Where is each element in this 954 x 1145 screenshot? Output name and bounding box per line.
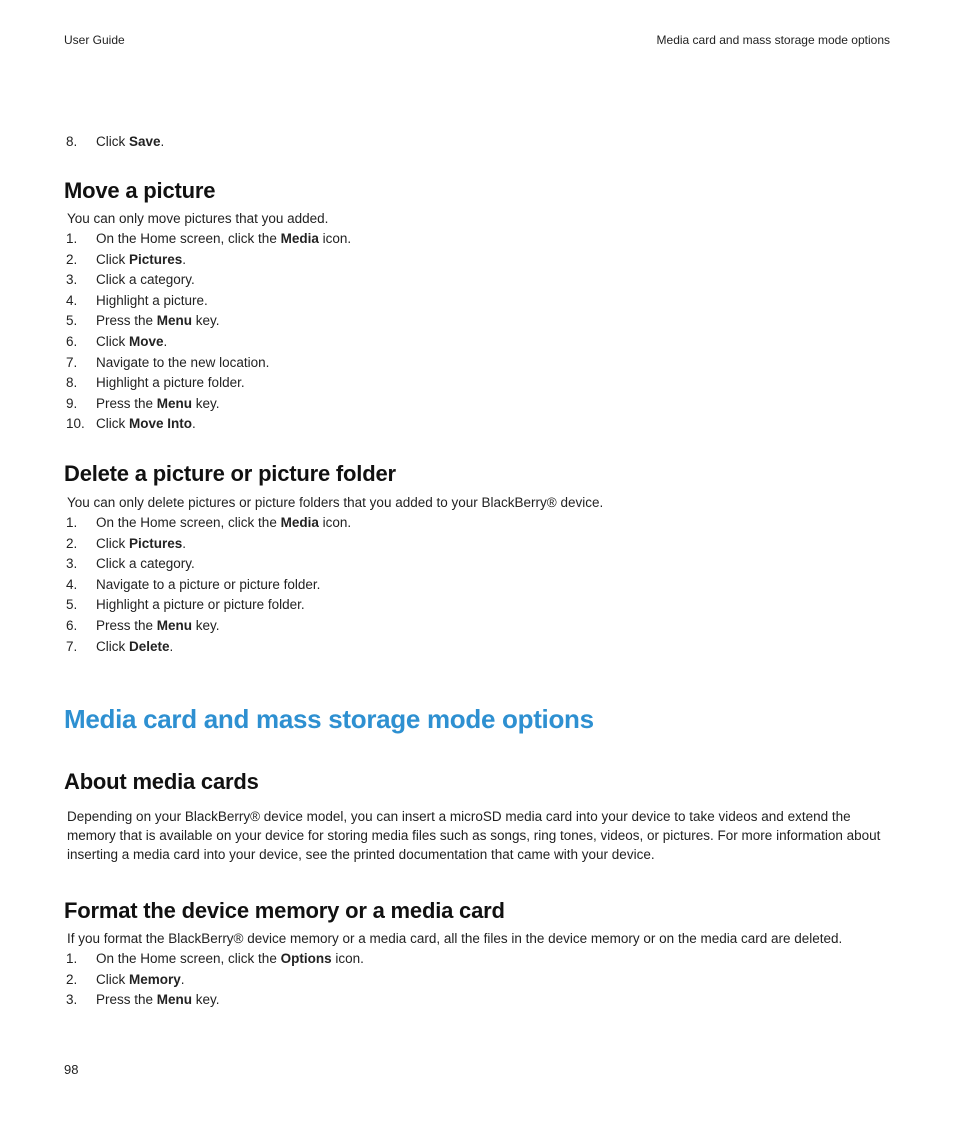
list-item [64, 353, 884, 374]
step-number: 6. [66, 333, 78, 349]
section-heading-delete-picture: Delete a picture or picture folder [64, 461, 396, 486]
step-number: 6. [66, 617, 78, 633]
step-bold-term: Menu [156, 617, 193, 633]
list-item [64, 414, 884, 435]
list-item [64, 616, 884, 637]
step-bold-term: Options [280, 951, 332, 966]
section-intro: You can only move pictures that you added. [67, 211, 329, 226]
previous-step-list [64, 132, 884, 153]
step-text: Click [96, 134, 129, 149]
list-item [64, 595, 884, 616]
step-text: Navigate to a picture or picture folder. [96, 576, 321, 592]
step-number: 2. [66, 251, 78, 267]
step-text: Highlight a picture. [96, 292, 208, 308]
step-text-suffix: . [182, 535, 187, 551]
step-number: 4. [66, 576, 78, 592]
step-text-suffix: key. [192, 313, 220, 329]
list-item [64, 637, 884, 658]
step-bold-term: Save [129, 134, 161, 149]
chapter-title: Media card and mass storage mode options [64, 704, 594, 734]
step-text: Click [96, 638, 129, 654]
step-text-suffix: . [180, 971, 185, 987]
step-text-suffix: icon. [331, 951, 364, 966]
step-bold-term: Move Into [129, 416, 192, 432]
list-item [64, 250, 884, 271]
step-text: Navigate to the new location. [96, 354, 270, 370]
step-text-suffix: key. [192, 992, 220, 1008]
step-text: Click a category. [96, 556, 195, 572]
step-text: Click [96, 333, 129, 349]
step-bold-term: Pictures [129, 535, 183, 551]
steps-list-move-picture [64, 229, 884, 435]
step-bold-term: Pictures [129, 251, 183, 267]
step-text: Press the [96, 395, 157, 411]
step-text: On the Home screen, click the [96, 951, 281, 966]
step-bold-term: Media [280, 515, 319, 530]
list-item [64, 949, 884, 970]
list-item [64, 132, 884, 153]
step-bold-term: Delete [129, 638, 170, 654]
list-item [64, 575, 884, 596]
step-text-suffix: . [182, 251, 187, 267]
step-text-suffix: icon. [318, 231, 352, 246]
step-text: Press the [96, 992, 157, 1008]
list-item [64, 990, 884, 1011]
step-number: 5. [66, 597, 78, 613]
step-bold-term: Media [280, 231, 319, 246]
list-item [64, 270, 884, 291]
section-heading-about-media-cards: About media cards [64, 769, 259, 794]
section-intro: You can only delete pictures or picture folders that you added to your BlackBerry® device. [67, 495, 604, 510]
step-number: 1. [66, 515, 78, 530]
step-text-suffix: key. [192, 395, 220, 411]
step-text: Click [96, 251, 129, 267]
section-heading-format-memory: Format the device memory or a media card [64, 898, 505, 923]
step-number: 7. [66, 638, 78, 654]
list-item [64, 394, 884, 415]
step-number: 3. [66, 556, 78, 572]
running-header-right: Media card and mass storage mode options [656, 33, 890, 47]
step-text: Press the [96, 617, 157, 633]
list-item [64, 291, 884, 312]
page-number: 98 [64, 1062, 79, 1077]
section-intro: If you format the BlackBerry® device memory or a media card, all the files in the device memory or on the media card are deleted. [67, 931, 843, 946]
list-item [64, 513, 884, 534]
step-bold-term: Move [129, 333, 164, 349]
running-header-left: User Guide [64, 33, 125, 47]
step-text: Click [96, 971, 129, 987]
step-number: 7. [66, 354, 78, 370]
step-bold-term: Memory [129, 971, 181, 987]
list-item [64, 332, 884, 353]
step-text: Click [96, 416, 129, 432]
step-text: On the Home screen, click the [96, 231, 281, 246]
step-text-suffix: . [163, 333, 168, 349]
step-number: 5. [66, 313, 78, 329]
step-number: 1. [66, 951, 78, 966]
step-number: 10. [66, 416, 85, 432]
step-bold-term: Menu [156, 313, 193, 329]
step-text: On the Home screen, click the [96, 515, 281, 530]
step-bold-term: Menu [156, 395, 193, 411]
step-text: Click [96, 535, 129, 551]
step-number: 8. [66, 134, 78, 149]
section-body: Depending on your BlackBerry® device model, you can insert a microSD media card into your device to take videos and extend the memory that is available on your device for storing media files such as songs, ring tones, videos, or pictures. For more information about inserting a media card into your device, see the printed documentation that came with your device. [67, 809, 881, 862]
step-number: 4. [66, 292, 78, 308]
step-number: 3. [66, 272, 78, 288]
list-item [64, 311, 884, 332]
step-text: Highlight a picture or picture folder. [96, 597, 305, 613]
step-number: 2. [66, 971, 78, 987]
step-text: Highlight a picture folder. [96, 375, 245, 391]
section-heading-move-picture: Move a picture [64, 178, 216, 203]
step-text-suffix: . [160, 134, 165, 149]
list-item [64, 554, 884, 575]
step-text-suffix: icon. [318, 515, 352, 530]
step-bold-term: Menu [156, 992, 193, 1008]
list-item [64, 970, 884, 991]
step-number: 1. [66, 231, 78, 246]
step-text: Click a category. [96, 272, 195, 288]
step-number: 3. [66, 992, 78, 1008]
step-number: 2. [66, 535, 78, 551]
step-number: 8. [66, 375, 78, 391]
step-text-suffix: . [192, 416, 196, 432]
step-number: 9. [66, 395, 78, 411]
steps-list-delete-picture [64, 513, 884, 657]
steps-list-format-memory [64, 949, 884, 1011]
list-item [64, 373, 884, 394]
list-item [64, 229, 884, 250]
step-text-suffix: key. [192, 617, 220, 633]
step-text: Press the [96, 313, 157, 329]
list-item [64, 534, 884, 555]
step-text-suffix: . [169, 638, 174, 654]
